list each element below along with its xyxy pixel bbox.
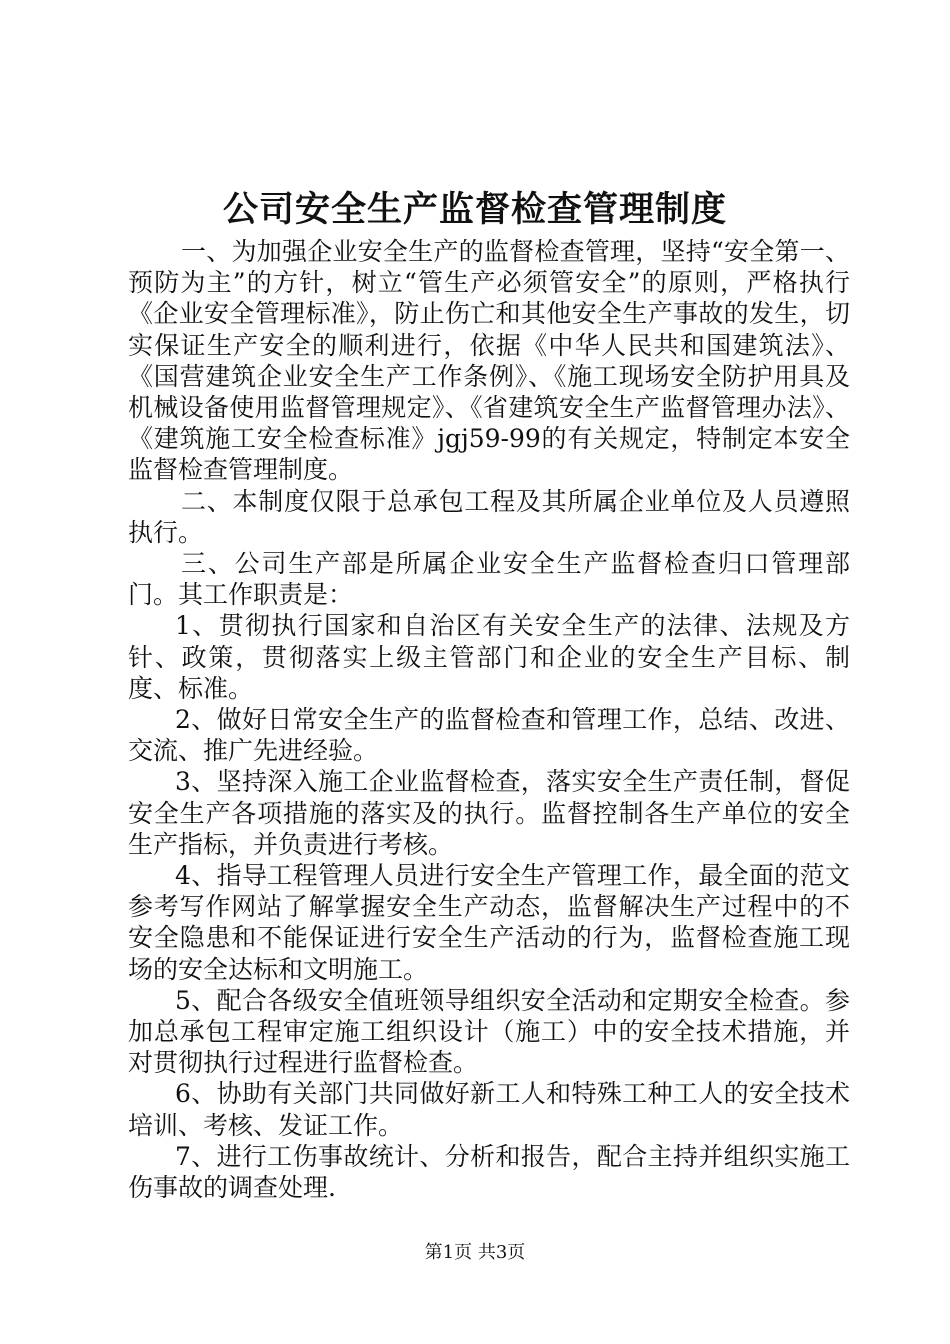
paragraph-item-2: 2、做好日常安全生产的监督检查和管理工作，总结、改进、交流、推广先进经验。 [128, 705, 850, 766]
paragraph-item-4: 4、指导工程管理人员进行安全生产管理工作，最全面的范文参考写作网站了解掌握安全生产动态，监督解决生产过程中的不安全隐患和不能保证进行安全生产活动的行为，监督检查施工现场的安全达标和文明施工。 [128, 861, 850, 984]
paragraph-item-6: 6、协助有关部门共同做好新工人和特殊工种工人的安全技术培训、考核、发证工作。 [128, 1079, 850, 1140]
document-title: 公司安全生产监督检查管理制度 [222, 190, 727, 230]
paragraph-2: 二、本制度仅限于总承包工程及其所属企业单位及人员遵照执行。 [128, 486, 850, 547]
paragraph-item-5: 5、配合各级安全值班领导组织安全活动和定期安全检查。参加总承包工程审定施工组织设计（施工）中的安全技术措施，并对贯彻执行过程进行监督检查。 [128, 985, 850, 1078]
paragraph-item-1: 1、贯彻执行国家和自治区有关安全生产的法律、法规及方针、政策，贯彻落实上级主管部门和企业的安全生产目标、制度、标准。 [128, 611, 850, 703]
page-number-footer: 第1页 共3页 [424, 1242, 526, 1263]
document-body [128, 236, 850, 1203]
paragraph-3: 三、公司生产部是所属企业安全生产监督检查归口管理部门。其工作职责是： [128, 549, 850, 610]
paragraph-item-3: 3、坚持深入施工企业监督检查，落实安全生产责任制，督促安全生产各项措施的落实及的执行。监督控制各生产单位的安全生产指标，并负责进行考核。 [128, 767, 850, 859]
paragraph-item-7: 7、进行工伤事故统计、分析和报告，配合主持并组织实施工伤事故的调查处理. [128, 1141, 850, 1203]
paragraph-1: 一、为加强企业安全生产的监督检查管理，坚持“安全第一、预防为主”的方针，树立“管生产必须管安全”的原则，严格执行《企业安全管理标准》，防止伤亡和其他安全生产事故的发生，切实保证生产安全的顺利进行，依据《中华人民共和国建筑法》、《国营建筑企业安全生产工作条例》、《施工现场安全防护用具及机械设备使用监督管理规定》、《省建筑安全生产监督管理办法》、《建筑施工安全检查标准》jgj59-99的有关规定，特制定本安全监督检查管理制度。 [128, 237, 850, 485]
